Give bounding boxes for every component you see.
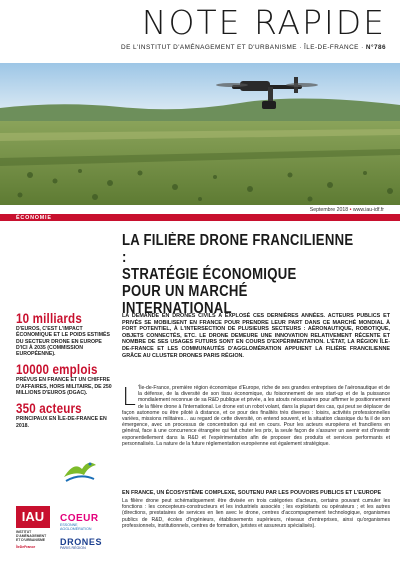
article-body-2: La filière drone peut schématiquement être divisée en trois catégories d'acteurs, certains pouvant cumuler les fonctions : les concepteurs-constructeurs et les industriels associés ; les exploitants ou opérateurs ; et les autres (directions, prestataires de services en lien avec le drone, centres d'accompagnement technologique, organismes publics de R&D, écoles d'ingénieurs, établissements supérieurs, réseaux d'entreprises, ainsi qu'organismes professionnels, institutionnels, centres de formation, juristes et assureurs spécialisés). (122, 498, 390, 529)
key-figure (16, 312, 112, 357)
website-link[interactable]: www.iau-idf.fr (352, 207, 384, 213)
drones-logo-sub: PARIS RÉGION (60, 546, 86, 550)
article-headline (122, 232, 354, 317)
section-bar (0, 214, 400, 221)
iau-logo (16, 506, 50, 558)
publication-subtitle (0, 44, 386, 51)
section-subheading: EN FRANCE, UN ÉCOSYSTÈME COMPLEXE, SOUTENU PAR LES POUVOIRS PUBLICS ET L'EUROPE (122, 490, 382, 496)
date-text: Septembre 2018 (309, 207, 349, 213)
key-figures-sidebar (16, 312, 112, 435)
key-figure (16, 402, 112, 429)
iau-logo-mark: IAU (16, 506, 50, 528)
drone-landscape-image (0, 63, 400, 205)
key-figure-caption: PRÉVUS EN FRANCE ET UN CHIFFRE D'AFFAIRES, HORS MILITAIRE, DE 250 MILLIONS D'EUROS (DGAC). (16, 377, 112, 397)
article-body-text: 'Île-de-France, première région économique d'Europe, riche de ses grandes entreprises de l'aéronautique et de la défense, de la diversité de son tissu économique, du foisonnement de ses start-up et de la puissance mondialement reconnue de sa R&D publique et privée, a les atouts nécessaires pour affirmer le positionnement de la filière drone à l'international. Le drone est un robot volant, dans la plupart des cas, qui peut se déplacer de façon autonome ou être piloté à distance, et ce pour des finalités très diverses : loisirs, activités professionnelles variées, missions militaires… au regard de cette diversité, on entend souvent, et la situation classique du fa il de son émergence, avec un processus de concentration qui est en cours. Pour les acteurs européens et franciliens en général, face à une concurrence étrangère qui fait chuter les prix, la seule façon de s'assurer un avenir est d'investir exponentiellement dans la R&D et l'expérimentation afin de proposer des produits et services performants et personnalisés. La nature de la future réglementation européenne est également stratégique. (122, 385, 390, 447)
headline-line-1: LA FILIÈRE DRONE FRANCILIENNE : (122, 232, 354, 266)
drones-paris-region-logo (60, 537, 106, 557)
agglomeration-bird-logo (60, 455, 100, 485)
section-label: ÉCONOMIE (16, 214, 52, 221)
coeur-essonne-logo (60, 513, 106, 531)
key-figure-caption: PRINCIPAUX EN ÎLE-DE-FRANCE EN 2018. (16, 416, 107, 429)
drones-logo-main: DRONES (60, 537, 103, 547)
coeur-logo-sub: ESSONNE AGGLOMÉRATION (60, 523, 92, 531)
key-figure-caption: D'EUROS, C'EST L'IMPACT ÉCONOMIQUE ET LE POIDS ESTIMÉS DU SECTEUR DRONE EN EUROPE D'ICI À 2035 (COMMISSION EUROPÉENNE). (16, 326, 110, 358)
coeur-logo-main: COEUR (60, 513, 99, 524)
headline-line-2: STRATÉGIE ÉCONOMIQUE (122, 266, 297, 283)
publication-date (310, 207, 384, 213)
publication-title: NOTE RAPIDE (141, 3, 386, 42)
iau-logo-text: INSTITUT D'AMÉNAGEMENT ET D'URBANISME (16, 530, 47, 542)
bird-logo-icon (60, 455, 100, 485)
subtitle-text: DE L'INSTITUT D'AMÉNAGEMENT ET D'URBANISME · ÎLE-DE-FRANCE · (121, 44, 366, 51)
iau-logo-footer: ÎleDeFrance (16, 545, 36, 549)
cover-photo (0, 63, 400, 205)
drop-cap: L (122, 382, 136, 411)
masthead (0, 3, 400, 51)
article-lede: LA DEMANDE EN DRONES CIVILS A EXPLOSÉ CES DERNIÈRES ANNÉES. ACTEURS PUBLICS ET PRIVÉS SE MOBILISENT EN FRANCE POUR PRENDRE LEUR PART DANS CE MARCHÉ MONDIAL À FORT POTENTIEL, À L'INTERSECTION DE PLUSIEURS SECTEURS : AÉRONAUTIQUE, ROBOTIQUE, OBJETS CONNECTÉS, ETC. LE DRONE DEMEURE UNE INNOVATION RELATIVEMENT RÉCENTE ET NOMBRE DE SES USAGES FUTURS SONT EN COURS D'EXPÉRIMENTATION. L'ÉTAT, LA RÉGION ÎLE-DE-FRANCE ET LES COMMUNAUTÉS D'AGGLOMÉRATION APPUIENT LA FILIÈRE FRANCILIENNE GRÂCE AU CLUSTER DRONES PARIS RÉGION. (122, 313, 390, 359)
date-separator: • (349, 207, 352, 213)
key-figure-value: 10000 emplois (16, 362, 98, 378)
key-figure (16, 363, 112, 396)
key-figure-value: 10 milliards (16, 311, 82, 326)
article-body (122, 382, 390, 447)
key-figure-value: 350 acteurs (16, 401, 82, 417)
issue-number: N°786 (365, 44, 386, 51)
headline-line-3: POUR UN MARCHÉ INTERNATIONAL (122, 283, 248, 317)
